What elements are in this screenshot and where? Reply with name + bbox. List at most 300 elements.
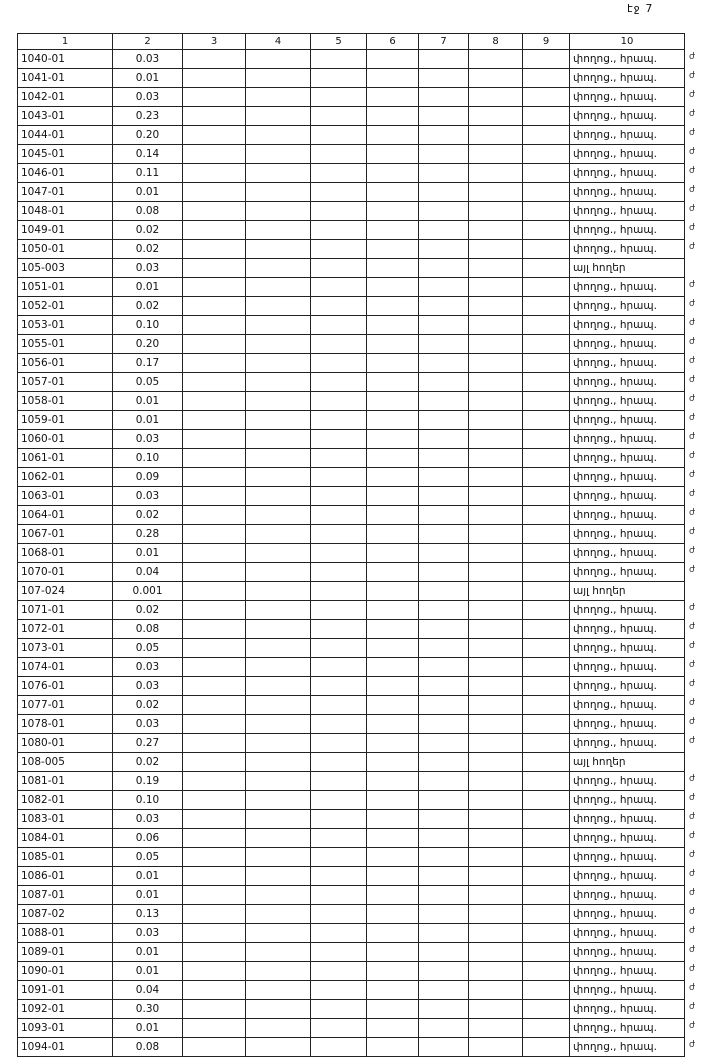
empty-cell xyxy=(311,335,367,354)
margin-mark: ժ xyxy=(689,394,695,404)
margin-mark: ժ xyxy=(689,413,695,423)
empty-cell xyxy=(419,601,469,620)
margin-mark: ժ xyxy=(689,793,695,803)
table-row xyxy=(18,981,685,1000)
area-value-cell: 0.001 xyxy=(113,582,183,601)
empty-cell xyxy=(523,658,570,677)
empty-cell xyxy=(183,734,246,753)
area-value-cell: 0.03 xyxy=(113,924,183,943)
parcel-code-cell: 1055-01 xyxy=(18,335,113,354)
empty-cell xyxy=(183,601,246,620)
table-row xyxy=(18,506,685,525)
empty-cell xyxy=(419,829,469,848)
table-row xyxy=(18,373,685,392)
empty-cell xyxy=(523,943,570,962)
empty-cell xyxy=(469,411,523,430)
empty-cell xyxy=(183,69,246,88)
empty-cell xyxy=(183,620,246,639)
empty-cell xyxy=(183,278,246,297)
empty-cell xyxy=(246,430,311,449)
empty-cell xyxy=(246,753,311,772)
margin-mark: ժ xyxy=(689,71,695,81)
empty-cell xyxy=(311,1038,367,1057)
margin-mark: ժ xyxy=(689,717,695,727)
parcel-code-cell: 1047-01 xyxy=(18,183,113,202)
empty-cell xyxy=(469,183,523,202)
area-value-cell: 0.08 xyxy=(113,202,183,221)
empty-cell xyxy=(419,734,469,753)
empty-cell xyxy=(367,259,419,278)
empty-cell xyxy=(183,867,246,886)
empty-cell xyxy=(246,50,311,69)
margin-mark: ժ xyxy=(689,1021,695,1031)
land-use-note-cell: փողոց., հրապ. xyxy=(570,392,685,411)
empty-cell xyxy=(523,696,570,715)
parcel-code-cell: 1093-01 xyxy=(18,1019,113,1038)
header-row xyxy=(18,34,685,50)
area-value-cell: 0.01 xyxy=(113,886,183,905)
empty-cell xyxy=(246,810,311,829)
empty-cell xyxy=(246,696,311,715)
empty-cell xyxy=(311,696,367,715)
empty-cell xyxy=(523,525,570,544)
empty-cell xyxy=(469,810,523,829)
table-row xyxy=(18,297,685,316)
parcel-code-cell: 1043-01 xyxy=(18,107,113,126)
empty-cell xyxy=(419,677,469,696)
empty-cell xyxy=(469,601,523,620)
empty-cell xyxy=(469,487,523,506)
area-value-cell: 0.08 xyxy=(113,1038,183,1057)
empty-cell xyxy=(183,373,246,392)
land-use-note-cell: փողոց., հրապ. xyxy=(570,183,685,202)
empty-cell xyxy=(469,107,523,126)
empty-cell xyxy=(367,88,419,107)
table-row xyxy=(18,1038,685,1057)
margin-mark: ժ xyxy=(689,907,695,917)
empty-cell xyxy=(523,487,570,506)
empty-cell xyxy=(523,848,570,867)
table-row xyxy=(18,354,685,373)
land-use-note-cell: փողոց., հրապ. xyxy=(570,981,685,1000)
empty-cell xyxy=(311,867,367,886)
empty-cell xyxy=(311,506,367,525)
margin-mark: ժ xyxy=(689,109,695,119)
empty-cell xyxy=(469,1000,523,1019)
empty-cell xyxy=(367,1038,419,1057)
land-use-note-cell: փողոց., հրապ. xyxy=(570,430,685,449)
land-use-note-cell: փողոց., հրապ. xyxy=(570,905,685,924)
empty-cell xyxy=(246,1000,311,1019)
area-value-cell: 0.01 xyxy=(113,867,183,886)
empty-cell xyxy=(246,335,311,354)
parcel-code-cell: 1044-01 xyxy=(18,126,113,145)
area-value-cell: 0.05 xyxy=(113,373,183,392)
empty-cell xyxy=(367,354,419,373)
area-value-cell: 0.03 xyxy=(113,259,183,278)
parcel-code-cell: 1080-01 xyxy=(18,734,113,753)
empty-cell xyxy=(419,297,469,316)
empty-cell xyxy=(419,50,469,69)
empty-cell xyxy=(523,164,570,183)
empty-cell xyxy=(367,715,419,734)
empty-cell xyxy=(419,696,469,715)
empty-cell xyxy=(311,50,367,69)
land-use-note-cell: փողոց., հրապ. xyxy=(570,696,685,715)
table-row xyxy=(18,126,685,145)
parcel-code-cell: 1042-01 xyxy=(18,88,113,107)
parcel-code-cell: 107-024 xyxy=(18,582,113,601)
empty-cell xyxy=(367,430,419,449)
empty-cell xyxy=(246,278,311,297)
empty-cell xyxy=(246,373,311,392)
area-value-cell: 0.03 xyxy=(113,88,183,107)
area-value-cell: 0.03 xyxy=(113,487,183,506)
margin-mark: ժ xyxy=(689,774,695,784)
empty-cell xyxy=(367,544,419,563)
land-use-note-cell: փողոց., հրապ. xyxy=(570,715,685,734)
empty-cell xyxy=(311,772,367,791)
land-use-note-cell: փողոց., հրապ. xyxy=(570,924,685,943)
empty-cell xyxy=(183,525,246,544)
empty-cell xyxy=(419,544,469,563)
parcel-code-cell: 1072-01 xyxy=(18,620,113,639)
empty-cell xyxy=(419,145,469,164)
table-row xyxy=(18,259,685,278)
empty-cell xyxy=(419,715,469,734)
empty-cell xyxy=(311,183,367,202)
empty-cell xyxy=(523,791,570,810)
area-value-cell: 0.09 xyxy=(113,468,183,487)
empty-cell xyxy=(523,829,570,848)
table-row xyxy=(18,107,685,126)
table-row xyxy=(18,88,685,107)
empty-cell xyxy=(523,753,570,772)
parcel-code-cell: 1084-01 xyxy=(18,829,113,848)
empty-cell xyxy=(523,145,570,164)
empty-cell xyxy=(246,734,311,753)
empty-cell xyxy=(183,981,246,1000)
parcel-code-cell: 1089-01 xyxy=(18,943,113,962)
empty-cell xyxy=(419,316,469,335)
empty-cell xyxy=(246,582,311,601)
land-use-note-cell: փողոց., հրապ. xyxy=(570,69,685,88)
empty-cell xyxy=(469,221,523,240)
land-use-note-cell: փողոց., հրապ. xyxy=(570,316,685,335)
empty-cell xyxy=(523,88,570,107)
table-row xyxy=(18,221,685,240)
land-use-note-cell: փողոց., հրապ. xyxy=(570,88,685,107)
parcel-code-cell: 1092-01 xyxy=(18,1000,113,1019)
empty-cell xyxy=(367,582,419,601)
empty-cell xyxy=(419,354,469,373)
empty-cell xyxy=(523,677,570,696)
empty-cell xyxy=(246,69,311,88)
land-use-note-cell: փողոց., հրապ. xyxy=(570,1038,685,1057)
empty-cell xyxy=(246,126,311,145)
empty-cell xyxy=(419,658,469,677)
empty-cell xyxy=(469,1019,523,1038)
empty-cell xyxy=(523,506,570,525)
empty-cell xyxy=(367,639,419,658)
parcel-code-cell: 1071-01 xyxy=(18,601,113,620)
empty-cell xyxy=(419,563,469,582)
empty-cell xyxy=(183,962,246,981)
empty-cell xyxy=(311,411,367,430)
land-use-note-cell: փողոց., հրապ. xyxy=(570,867,685,886)
empty-cell xyxy=(183,221,246,240)
empty-cell xyxy=(311,601,367,620)
empty-cell xyxy=(523,734,570,753)
empty-cell xyxy=(419,335,469,354)
table-row xyxy=(18,582,685,601)
empty-cell xyxy=(469,392,523,411)
empty-cell xyxy=(367,240,419,259)
empty-cell xyxy=(246,145,311,164)
parcel-code-cell: 1087-02 xyxy=(18,905,113,924)
empty-cell xyxy=(311,734,367,753)
empty-cell xyxy=(246,240,311,259)
empty-cell xyxy=(367,981,419,1000)
empty-cell xyxy=(419,88,469,107)
col-header: 7 xyxy=(419,34,469,50)
empty-cell xyxy=(246,658,311,677)
empty-cell xyxy=(246,601,311,620)
empty-cell xyxy=(246,164,311,183)
margin-mark: ժ xyxy=(689,527,695,537)
col-header: 9 xyxy=(523,34,570,50)
table-row xyxy=(18,715,685,734)
empty-cell xyxy=(246,772,311,791)
empty-cell xyxy=(367,392,419,411)
empty-cell xyxy=(523,183,570,202)
empty-cell xyxy=(246,886,311,905)
empty-cell xyxy=(419,981,469,1000)
empty-cell xyxy=(246,107,311,126)
empty-cell xyxy=(419,753,469,772)
empty-cell xyxy=(419,126,469,145)
empty-cell xyxy=(311,468,367,487)
empty-cell xyxy=(246,297,311,316)
parcel-code-cell: 1061-01 xyxy=(18,449,113,468)
parcel-code-cell: 1040-01 xyxy=(18,50,113,69)
empty-cell xyxy=(419,506,469,525)
empty-cell xyxy=(469,506,523,525)
table-row xyxy=(18,525,685,544)
empty-cell xyxy=(419,1000,469,1019)
margin-mark: ժ xyxy=(689,964,695,974)
empty-cell xyxy=(367,278,419,297)
table-row xyxy=(18,905,685,924)
empty-cell xyxy=(183,563,246,582)
empty-cell xyxy=(311,544,367,563)
empty-cell xyxy=(183,354,246,373)
empty-cell xyxy=(523,468,570,487)
empty-cell xyxy=(311,848,367,867)
empty-cell xyxy=(367,506,419,525)
land-use-note-cell: փողոց., հրապ. xyxy=(570,734,685,753)
empty-cell xyxy=(469,449,523,468)
empty-cell xyxy=(311,943,367,962)
parcel-code-cell: 1091-01 xyxy=(18,981,113,1000)
empty-cell xyxy=(183,126,246,145)
page-number: էջ 7 xyxy=(627,2,654,15)
empty-cell xyxy=(419,943,469,962)
parcel-code-cell: 1081-01 xyxy=(18,772,113,791)
parcel-code-cell: 1074-01 xyxy=(18,658,113,677)
empty-cell xyxy=(311,658,367,677)
parcel-code-cell: 1051-01 xyxy=(18,278,113,297)
empty-cell xyxy=(523,259,570,278)
parcel-code-cell: 1063-01 xyxy=(18,487,113,506)
empty-cell xyxy=(183,829,246,848)
land-use-note-cell: փողոց., հրապ. xyxy=(570,563,685,582)
empty-cell xyxy=(311,981,367,1000)
empty-cell xyxy=(367,620,419,639)
empty-cell xyxy=(311,582,367,601)
land-use-note-cell: փողոց., հրապ. xyxy=(570,278,685,297)
margin-mark: ժ xyxy=(689,470,695,480)
empty-cell xyxy=(469,943,523,962)
empty-cell xyxy=(367,221,419,240)
empty-cell xyxy=(469,905,523,924)
margin-mark: ժ xyxy=(689,432,695,442)
margin-mark: ժ xyxy=(689,185,695,195)
margin-mark: ժ xyxy=(689,736,695,746)
empty-cell xyxy=(311,316,367,335)
area-value-cell: 0.20 xyxy=(113,335,183,354)
empty-cell xyxy=(367,297,419,316)
empty-cell xyxy=(419,221,469,240)
empty-cell xyxy=(183,335,246,354)
margin-mark: ժ xyxy=(689,812,695,822)
empty-cell xyxy=(183,411,246,430)
empty-cell xyxy=(469,525,523,544)
empty-cell xyxy=(469,677,523,696)
table-row xyxy=(18,202,685,221)
empty-cell xyxy=(367,1000,419,1019)
parcel-code-cell: 1076-01 xyxy=(18,677,113,696)
empty-cell xyxy=(183,886,246,905)
empty-cell xyxy=(523,544,570,563)
table-row xyxy=(18,867,685,886)
area-value-cell: 0.01 xyxy=(113,962,183,981)
empty-cell xyxy=(419,1038,469,1057)
table-row xyxy=(18,335,685,354)
empty-cell xyxy=(523,430,570,449)
margin-mark: ժ xyxy=(689,679,695,689)
land-use-note-cell: փողոց., հրապ. xyxy=(570,962,685,981)
area-value-cell: 0.03 xyxy=(113,810,183,829)
empty-cell xyxy=(183,259,246,278)
area-value-cell: 0.30 xyxy=(113,1000,183,1019)
empty-cell xyxy=(367,772,419,791)
empty-cell xyxy=(469,639,523,658)
land-use-note-cell: փողոց., հրապ. xyxy=(570,639,685,658)
col-header: 3 xyxy=(183,34,246,50)
area-value-cell: 0.10 xyxy=(113,449,183,468)
empty-cell xyxy=(469,69,523,88)
area-value-cell: 0.01 xyxy=(113,1019,183,1038)
empty-cell xyxy=(183,943,246,962)
empty-cell xyxy=(311,810,367,829)
table-row xyxy=(18,848,685,867)
land-use-note-cell: փողոց., հրապ. xyxy=(570,525,685,544)
area-value-cell: 0.08 xyxy=(113,620,183,639)
parcel-code-cell: 1062-01 xyxy=(18,468,113,487)
empty-cell xyxy=(367,411,419,430)
empty-cell xyxy=(183,639,246,658)
empty-cell xyxy=(523,240,570,259)
area-value-cell: 0.04 xyxy=(113,563,183,582)
empty-cell xyxy=(311,240,367,259)
empty-cell xyxy=(367,563,419,582)
empty-cell xyxy=(311,905,367,924)
empty-cell xyxy=(469,316,523,335)
empty-cell xyxy=(367,601,419,620)
empty-cell xyxy=(469,867,523,886)
area-value-cell: 0.02 xyxy=(113,240,183,259)
empty-cell xyxy=(246,88,311,107)
empty-cell xyxy=(367,810,419,829)
land-use-note-cell: փողոց., հրապ. xyxy=(570,411,685,430)
area-value-cell: 0.03 xyxy=(113,430,183,449)
empty-cell xyxy=(523,905,570,924)
empty-cell xyxy=(367,886,419,905)
margin-mark: ժ xyxy=(689,318,695,328)
empty-cell xyxy=(367,696,419,715)
empty-cell xyxy=(469,88,523,107)
area-value-cell: 0.03 xyxy=(113,50,183,69)
empty-cell xyxy=(183,145,246,164)
empty-cell xyxy=(469,715,523,734)
parcel-code-cell: 105-003 xyxy=(18,259,113,278)
parcel-code-cell: 1060-01 xyxy=(18,430,113,449)
margin-mark: ժ xyxy=(689,1040,695,1050)
parcel-code-cell: 1077-01 xyxy=(18,696,113,715)
area-value-cell: 0.02 xyxy=(113,753,183,772)
parcel-code-cell: 1053-01 xyxy=(18,316,113,335)
empty-cell xyxy=(311,449,367,468)
empty-cell xyxy=(523,392,570,411)
empty-cell xyxy=(367,829,419,848)
empty-cell xyxy=(469,259,523,278)
empty-cell xyxy=(183,848,246,867)
empty-cell xyxy=(311,525,367,544)
empty-cell xyxy=(469,829,523,848)
empty-cell xyxy=(419,164,469,183)
parcel-code-cell: 1057-01 xyxy=(18,373,113,392)
empty-cell xyxy=(419,183,469,202)
col-header: 2 xyxy=(113,34,183,50)
land-use-note-cell: փողոց., հրապ. xyxy=(570,449,685,468)
empty-cell xyxy=(246,183,311,202)
area-value-cell: 0.17 xyxy=(113,354,183,373)
land-use-note-cell: այլ հողեր xyxy=(570,259,685,278)
land-use-note-cell: փողոց., հրապ. xyxy=(570,658,685,677)
land-use-note-cell: փողոց., հրապ. xyxy=(570,240,685,259)
land-use-note-cell: փողոց., հրապ. xyxy=(570,601,685,620)
table-row xyxy=(18,753,685,772)
area-value-cell: 0.28 xyxy=(113,525,183,544)
land-use-note-cell: փողոց., հրապ. xyxy=(570,810,685,829)
land-use-note-cell: փողոց., հրապ. xyxy=(570,544,685,563)
empty-cell xyxy=(367,677,419,696)
empty-cell xyxy=(183,88,246,107)
empty-cell xyxy=(183,905,246,924)
col-header: 1 xyxy=(18,34,113,50)
empty-cell xyxy=(469,202,523,221)
